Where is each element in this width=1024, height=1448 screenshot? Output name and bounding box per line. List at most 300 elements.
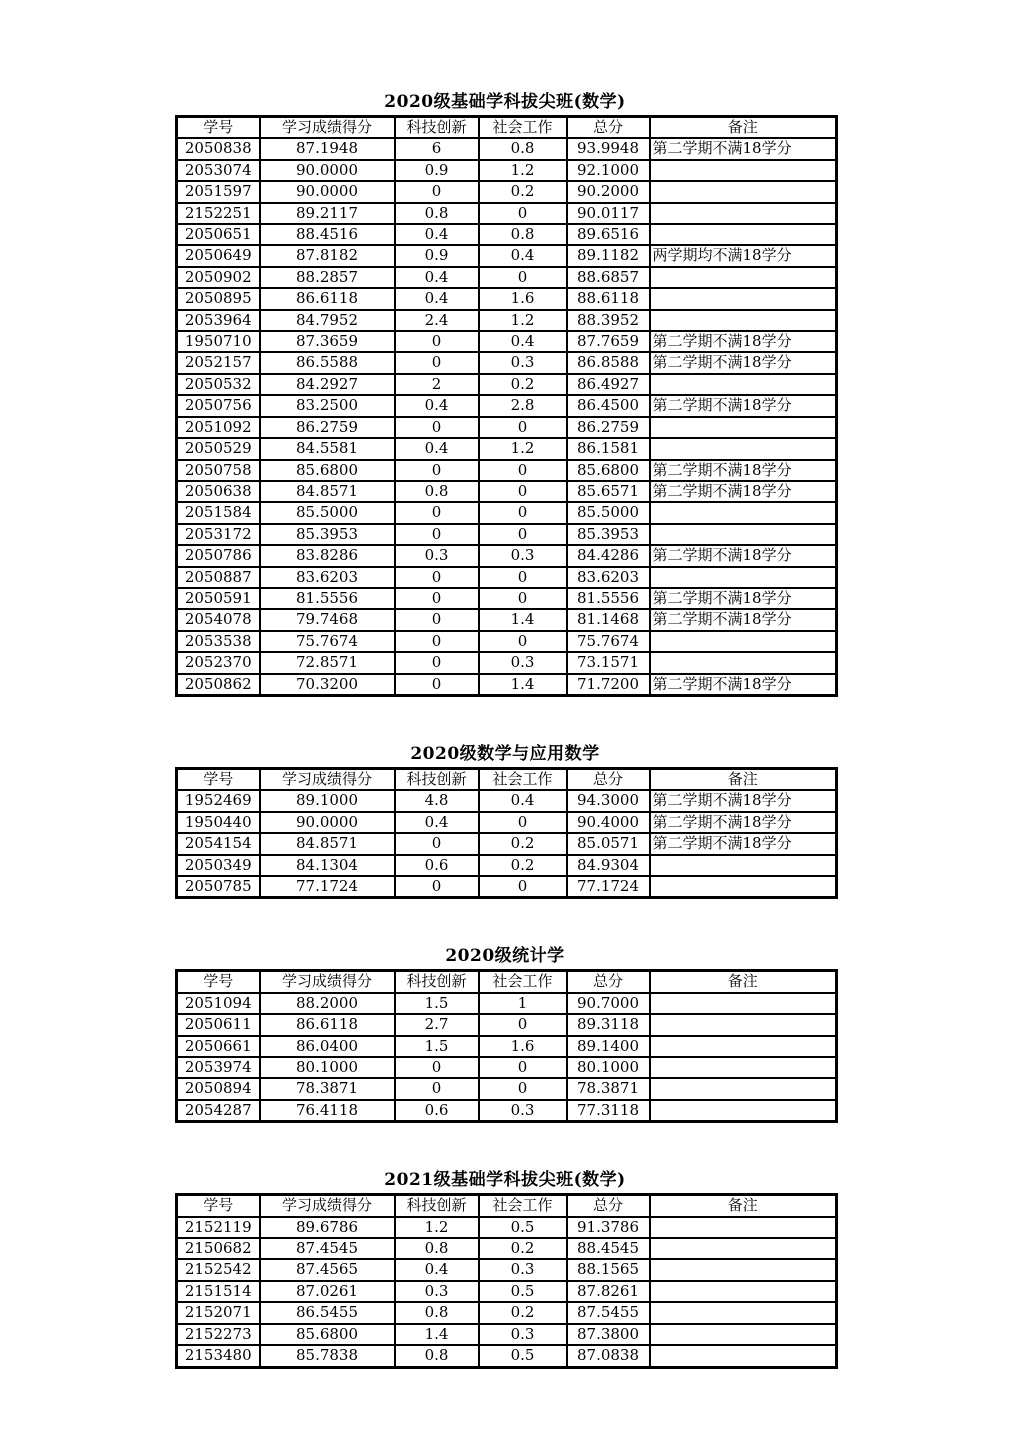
table-cell: 第二学期不满18学分 xyxy=(650,352,837,373)
table-cell: 0 xyxy=(395,588,479,609)
table-cell: 第二学期不满18学分 xyxy=(650,481,837,502)
table-cell: 84.8571 xyxy=(260,833,395,854)
table-row xyxy=(177,1238,837,1259)
table-title: 2021级基础学科拔尖班(数学) xyxy=(384,1170,626,1191)
table-cell: 85.0571 xyxy=(567,833,650,854)
table-cell: 0 xyxy=(479,876,567,898)
table-cell: 0.3 xyxy=(479,1259,567,1280)
table-row xyxy=(177,417,837,438)
table-cell: 2150682 xyxy=(177,1238,260,1259)
table-cell: 90.4000 xyxy=(567,812,650,833)
table-cell: 2052157 xyxy=(177,352,260,373)
col-header-social-work: 社会工作 xyxy=(479,971,567,993)
table-cell: 87.0838 xyxy=(567,1345,650,1367)
table-cell: 0.2 xyxy=(479,374,567,395)
table-row xyxy=(177,876,837,898)
table-cell: 87.0261 xyxy=(260,1281,395,1302)
table-cell: 2050838 xyxy=(177,138,260,159)
table-cell: 0 xyxy=(395,876,479,898)
col-header-student-id: 学号 xyxy=(177,768,260,790)
table-cell: 85.6800 xyxy=(260,460,395,481)
document-content xyxy=(175,0,835,1369)
table-cell: 2053974 xyxy=(177,1057,260,1078)
table-cell: 86.2759 xyxy=(567,417,650,438)
table-cell xyxy=(650,310,837,331)
table-cell: 84.9304 xyxy=(567,855,650,876)
col-header-total: 总分 xyxy=(567,1195,650,1217)
table-cell xyxy=(650,181,837,202)
table-cell: 0.9 xyxy=(395,160,479,181)
table-cell: 0.3 xyxy=(479,652,567,673)
table-cell: 86.0400 xyxy=(260,1036,395,1057)
col-header-innovation: 科技创新 xyxy=(395,971,479,993)
col-header-student-id: 学号 xyxy=(177,971,260,993)
table-cell: 77.1724 xyxy=(567,876,650,898)
table-cell: 0.4 xyxy=(395,224,479,245)
table-cell xyxy=(650,1078,837,1099)
table-cell: 第二学期不满18学分 xyxy=(650,545,837,566)
table-cell: 88.4545 xyxy=(567,1238,650,1259)
table-row xyxy=(177,812,837,833)
table-cell: 1.2 xyxy=(479,160,567,181)
table-cell: 2152542 xyxy=(177,1259,260,1280)
table-row xyxy=(177,502,837,523)
table-cell: 2050758 xyxy=(177,460,260,481)
table-cell: 2053172 xyxy=(177,524,260,545)
table-cell xyxy=(650,1036,837,1057)
table-cell xyxy=(650,1345,837,1367)
table-cell: 0.4 xyxy=(395,1259,479,1280)
table-cell: 84.1304 xyxy=(260,855,395,876)
table-cell: 1.4 xyxy=(479,609,567,630)
table-cell: 1.6 xyxy=(479,288,567,309)
table-cell: 88.6118 xyxy=(567,288,650,309)
table-cell: 1950710 xyxy=(177,331,260,352)
table-row xyxy=(177,855,837,876)
table-cell: 2050786 xyxy=(177,545,260,566)
table-cell: 0 xyxy=(395,331,479,352)
table-row xyxy=(177,395,837,416)
table-cell: 第二学期不满18学分 xyxy=(650,833,837,854)
table-cell: 88.2000 xyxy=(260,993,395,1014)
table-cell: 0 xyxy=(479,524,567,545)
col-header-academic-score: 学习成绩得分 xyxy=(260,117,395,139)
table-cell: 81.5556 xyxy=(260,588,395,609)
score-table xyxy=(175,969,838,1123)
table-cell: 0.4 xyxy=(395,438,479,459)
table-cell: 2054154 xyxy=(177,833,260,854)
table-cell xyxy=(650,502,837,523)
table-cell: 86.1581 xyxy=(567,438,650,459)
table-cell: 86.4927 xyxy=(567,374,650,395)
table-cell: 2152251 xyxy=(177,203,260,224)
table-cell: 0.8 xyxy=(479,224,567,245)
table-cell: 0.3 xyxy=(479,352,567,373)
table-cell: 90.2000 xyxy=(567,181,650,202)
table-row xyxy=(177,790,837,811)
table-cell: 86.5588 xyxy=(260,352,395,373)
table-cell xyxy=(650,224,837,245)
col-header-academic-score: 学习成绩得分 xyxy=(260,1195,395,1217)
table-row xyxy=(177,1324,837,1345)
table-cell: 87.8182 xyxy=(260,245,395,266)
table-row xyxy=(177,352,837,373)
col-header-total: 总分 xyxy=(567,768,650,790)
score-table xyxy=(175,1193,838,1368)
table-title: 2020级基础学科拔尖班(数学) xyxy=(384,92,626,112)
table-row xyxy=(177,1100,837,1122)
table-cell xyxy=(650,567,837,588)
table-cell: 0.4 xyxy=(395,267,479,288)
table-cell: 0 xyxy=(479,812,567,833)
table-cell: 0.6 xyxy=(395,1100,479,1122)
table-cell: 第二学期不满18学分 xyxy=(650,790,837,811)
table-cell: 71.7200 xyxy=(567,674,650,696)
table-cell: 89.1000 xyxy=(260,790,395,811)
table-cell xyxy=(650,1217,837,1238)
table-row xyxy=(177,138,837,159)
table-cell: 2050638 xyxy=(177,481,260,502)
table-cell xyxy=(650,524,837,545)
table-cell: 86.6118 xyxy=(260,1014,395,1035)
table-cell: 84.8571 xyxy=(260,481,395,502)
col-header-student-id: 学号 xyxy=(177,1195,260,1217)
score-table xyxy=(175,115,838,697)
col-header-total: 总分 xyxy=(567,971,650,993)
table-cell: 2050611 xyxy=(177,1014,260,1035)
table-cell: 2051584 xyxy=(177,502,260,523)
table-cell: 0.8 xyxy=(395,1345,479,1367)
table-cell xyxy=(650,1281,837,1302)
table-row xyxy=(177,652,837,673)
table-cell: 83.6203 xyxy=(260,567,395,588)
table-cell: 第二学期不满18学分 xyxy=(650,588,837,609)
col-header-social-work: 社会工作 xyxy=(479,1195,567,1217)
header-row xyxy=(177,971,837,993)
table-cell: 2050756 xyxy=(177,395,260,416)
table-cell: 0.5 xyxy=(479,1345,567,1367)
table-cell: 77.3118 xyxy=(567,1100,650,1122)
table-cell: 88.2857 xyxy=(260,267,395,288)
table-cell: 90.0000 xyxy=(260,160,395,181)
table-cell: 86.2759 xyxy=(260,417,395,438)
table-row xyxy=(177,545,837,566)
table-cell: 0 xyxy=(479,588,567,609)
table-cell: 2053074 xyxy=(177,160,260,181)
table-row xyxy=(177,609,837,630)
table-row xyxy=(177,310,837,331)
table-cell: 0.3 xyxy=(479,545,567,566)
table-cell xyxy=(650,652,837,673)
col-header-social-work: 社会工作 xyxy=(479,117,567,139)
col-header-remark: 备注 xyxy=(650,117,837,139)
table-cell xyxy=(650,1238,837,1259)
table-cell: 83.6203 xyxy=(567,567,650,588)
table-cell: 84.7952 xyxy=(260,310,395,331)
col-header-social-work: 社会工作 xyxy=(479,768,567,790)
table-cell: 75.7674 xyxy=(567,631,650,652)
table-cell: 0.2 xyxy=(479,1302,567,1323)
table-cell: 88.3952 xyxy=(567,310,650,331)
table-cell: 0 xyxy=(395,674,479,696)
table-cell: 88.6857 xyxy=(567,267,650,288)
table-row xyxy=(177,160,837,181)
table-cell: 89.6516 xyxy=(567,224,650,245)
table-cell: 0 xyxy=(395,652,479,673)
col-header-remark: 备注 xyxy=(650,971,837,993)
table-cell xyxy=(650,1100,837,1122)
table-cell: 0 xyxy=(395,833,479,854)
table-row xyxy=(177,1078,837,1099)
col-header-student-id: 学号 xyxy=(177,117,260,139)
table-cell: 第二学期不满18学分 xyxy=(650,395,837,416)
table-cell xyxy=(650,374,837,395)
table-cell: 1.6 xyxy=(479,1036,567,1057)
table-cell: 2153480 xyxy=(177,1345,260,1367)
table-cell: 90.7000 xyxy=(567,993,650,1014)
table-cell: 1952469 xyxy=(177,790,260,811)
table-row xyxy=(177,460,837,481)
table-cell: 2152071 xyxy=(177,1302,260,1323)
table-cell: 2151514 xyxy=(177,1281,260,1302)
table-cell: 86.5455 xyxy=(260,1302,395,1323)
table-cell: 2050661 xyxy=(177,1036,260,1057)
table-cell: 1.5 xyxy=(395,1036,479,1057)
table-row xyxy=(177,1057,837,1078)
table-cell: 0.8 xyxy=(395,481,479,502)
table-cell: 0 xyxy=(395,417,479,438)
table-cell: 0.5 xyxy=(479,1281,567,1302)
table-row xyxy=(177,1217,837,1238)
table-cell: 2050591 xyxy=(177,588,260,609)
col-header-total: 总分 xyxy=(567,117,650,139)
col-header-innovation: 科技创新 xyxy=(395,768,479,790)
table-cell: 2050902 xyxy=(177,267,260,288)
table-cell: 87.3800 xyxy=(567,1324,650,1345)
table-cell: 2050529 xyxy=(177,438,260,459)
table-cell: 75.7674 xyxy=(260,631,395,652)
table-row xyxy=(177,331,837,352)
table-cell: 0 xyxy=(479,631,567,652)
table-cell: 4.8 xyxy=(395,790,479,811)
table-cell: 0.2 xyxy=(479,855,567,876)
table-cell xyxy=(650,288,837,309)
table-cell: 2050651 xyxy=(177,224,260,245)
table-cell: 0 xyxy=(395,609,479,630)
table-cell xyxy=(650,160,837,181)
table-cell: 93.9948 xyxy=(567,138,650,159)
table-cell: 0.5 xyxy=(479,1217,567,1238)
table-cell: 0.2 xyxy=(479,181,567,202)
table-cell: 2052370 xyxy=(177,652,260,673)
table-cell: 84.2927 xyxy=(260,374,395,395)
table-cell: 0 xyxy=(479,267,567,288)
table-cell: 6 xyxy=(395,138,479,159)
table-cell: 2054078 xyxy=(177,609,260,630)
table-cell: 2051597 xyxy=(177,181,260,202)
table-row xyxy=(177,245,837,266)
table-cell xyxy=(650,203,837,224)
table-cell: 88.4516 xyxy=(260,224,395,245)
table-cell xyxy=(650,631,837,652)
table-row xyxy=(177,1302,837,1323)
table-cell: 0 xyxy=(395,181,479,202)
table-cell: 81.1468 xyxy=(567,609,650,630)
table-cell: 0.8 xyxy=(395,1302,479,1323)
table-cell: 0 xyxy=(395,1057,479,1078)
table-cell: 0.4 xyxy=(479,790,567,811)
table-cell: 0 xyxy=(395,631,479,652)
table-cell: 89.1182 xyxy=(567,245,650,266)
table-cell: 85.3953 xyxy=(567,524,650,545)
section-2020-top-class-math xyxy=(175,91,835,697)
section-2020-statistics xyxy=(175,945,835,1123)
table-row xyxy=(177,524,837,545)
table-cell: 76.4118 xyxy=(260,1100,395,1122)
table-cell: 90.0000 xyxy=(260,812,395,833)
table-cell: 77.1724 xyxy=(260,876,395,898)
table-cell: 0 xyxy=(479,1078,567,1099)
table-cell: 0 xyxy=(479,1014,567,1035)
col-header-remark: 备注 xyxy=(650,1195,837,1217)
table-cell: 0 xyxy=(479,460,567,481)
table-cell: 1.5 xyxy=(395,993,479,1014)
table-cell: 第二学期不满18学分 xyxy=(650,609,837,630)
table-cell: 79.7468 xyxy=(260,609,395,630)
table-row xyxy=(177,438,837,459)
table-cell: 1950440 xyxy=(177,812,260,833)
table-cell: 0.8 xyxy=(479,138,567,159)
table-cell: 72.8571 xyxy=(260,652,395,673)
header-row xyxy=(177,117,837,139)
table-row xyxy=(177,631,837,652)
table-cell: 80.1000 xyxy=(567,1057,650,1078)
table-body xyxy=(177,790,837,898)
table-cell: 0.4 xyxy=(395,812,479,833)
table-cell: 78.3871 xyxy=(260,1078,395,1099)
table-cell: 0 xyxy=(479,417,567,438)
section-2020-applied-math xyxy=(175,743,835,899)
table-cell: 85.5000 xyxy=(260,502,395,523)
table-cell: 2152119 xyxy=(177,1217,260,1238)
table-row xyxy=(177,481,837,502)
table-cell: 0 xyxy=(395,567,479,588)
table-cell: 86.6118 xyxy=(260,288,395,309)
table-cell: 0 xyxy=(395,524,479,545)
table-row xyxy=(177,267,837,288)
table-cell: 83.2500 xyxy=(260,395,395,416)
table-cell: 90.0000 xyxy=(260,181,395,202)
table-cell: 0.3 xyxy=(395,545,479,566)
table-cell: 0.6 xyxy=(395,855,479,876)
table-cell: 0.3 xyxy=(395,1281,479,1302)
table-row xyxy=(177,1014,837,1035)
table-cell: 2050649 xyxy=(177,245,260,266)
table-body xyxy=(177,138,837,695)
table-cell: 84.4286 xyxy=(567,545,650,566)
table-cell: 0.4 xyxy=(395,395,479,416)
table-cell xyxy=(650,993,837,1014)
table-cell: 两学期均不满18学分 xyxy=(650,245,837,266)
table-cell: 2050862 xyxy=(177,674,260,696)
table-cell: 87.4545 xyxy=(260,1238,395,1259)
table-cell: 0.4 xyxy=(479,245,567,266)
table-cell xyxy=(650,267,837,288)
table-cell: 86.4500 xyxy=(567,395,650,416)
table-cell: 2051094 xyxy=(177,993,260,1014)
table-cell: 2054287 xyxy=(177,1100,260,1122)
table-cell: 89.2117 xyxy=(260,203,395,224)
table-cell: 0 xyxy=(395,502,479,523)
table-cell: 0.4 xyxy=(395,288,479,309)
table-cell: 2050895 xyxy=(177,288,260,309)
table-row xyxy=(177,374,837,395)
table-row xyxy=(177,288,837,309)
table-cell xyxy=(650,855,837,876)
table-cell: 89.6786 xyxy=(260,1217,395,1238)
table-cell xyxy=(650,876,837,898)
table-row xyxy=(177,567,837,588)
table-cell: 80.1000 xyxy=(260,1057,395,1078)
table-cell: 0.2 xyxy=(479,833,567,854)
table-cell: 2051092 xyxy=(177,417,260,438)
table-cell xyxy=(650,1324,837,1345)
table-cell: 0.8 xyxy=(395,203,479,224)
table-cell: 2.7 xyxy=(395,1014,479,1035)
table-cell: 85.7838 xyxy=(260,1345,395,1367)
table-cell: 85.6800 xyxy=(567,460,650,481)
table-cell: 1.2 xyxy=(479,438,567,459)
table-cell: 89.3118 xyxy=(567,1014,650,1035)
table-cell: 2152273 xyxy=(177,1324,260,1345)
table-cell: 0.3 xyxy=(479,1100,567,1122)
table-cell: 2.4 xyxy=(395,310,479,331)
table-cell xyxy=(650,1302,837,1323)
table-row xyxy=(177,1281,837,1302)
table-cell: 81.5556 xyxy=(567,588,650,609)
table-body xyxy=(177,1217,837,1367)
table-cell: 2050785 xyxy=(177,876,260,898)
table-cell: 0.9 xyxy=(395,245,479,266)
table-cell: 2050887 xyxy=(177,567,260,588)
table-cell: 2053538 xyxy=(177,631,260,652)
table-cell: 78.3871 xyxy=(567,1078,650,1099)
table-cell: 89.1400 xyxy=(567,1036,650,1057)
score-table xyxy=(175,767,838,899)
table-cell: 0.4 xyxy=(479,331,567,352)
table-row xyxy=(177,833,837,854)
table-cell: 0 xyxy=(479,1057,567,1078)
table-cell xyxy=(650,417,837,438)
table-cell xyxy=(650,438,837,459)
header-row xyxy=(177,768,837,790)
table-cell: 0 xyxy=(395,460,479,481)
table-cell xyxy=(650,1057,837,1078)
table-cell: 92.1000 xyxy=(567,160,650,181)
table-cell: 0 xyxy=(395,1078,479,1099)
table-cell: 0.3 xyxy=(479,1324,567,1345)
table-cell: 88.1565 xyxy=(567,1259,650,1280)
table-cell: 0 xyxy=(479,203,567,224)
table-cell: 85.3953 xyxy=(260,524,395,545)
table-cell: 2050349 xyxy=(177,855,260,876)
table-cell: 86.8588 xyxy=(567,352,650,373)
table-row xyxy=(177,674,837,696)
table-cell: 1.2 xyxy=(395,1217,479,1238)
table-cell xyxy=(650,1259,837,1280)
table-cell: 第二学期不满18学分 xyxy=(650,331,837,352)
table-cell: 0.2 xyxy=(479,1238,567,1259)
